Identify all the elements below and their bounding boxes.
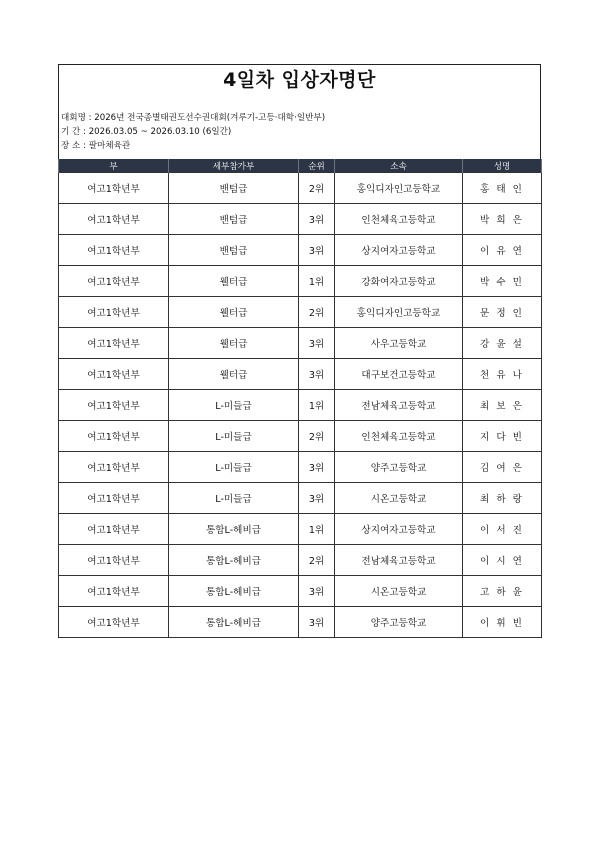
division-cell: 여고1학년부 (59, 452, 169, 483)
table-row (59, 576, 542, 607)
division-cell: 여고1학년부 (59, 514, 169, 545)
division-cell: 여고1학년부 (59, 390, 169, 421)
name-cell: 고 하 윤 (463, 576, 542, 607)
division-cell: 여고1학년부 (59, 545, 169, 576)
name-cell: 김 여 은 (463, 452, 542, 483)
name-cell: 강 윤 설 (463, 328, 542, 359)
competition-venue: 장 소 : 팔마체육관 (61, 141, 131, 151)
school-cell: 대구보건고등학교 (335, 359, 463, 390)
division-cell: 여고1학년부 (59, 173, 169, 204)
header-school: 소속 (335, 159, 463, 173)
name-cell: 박 희 은 (463, 204, 542, 235)
weight-class-cell: 밴텀급 (169, 204, 299, 235)
rank-cell: 1위 (299, 266, 335, 297)
rank-cell: 3위 (299, 359, 335, 390)
division-cell: 여고1학년부 (59, 204, 169, 235)
table-row (59, 483, 542, 514)
weight-class-cell: L-미들급 (169, 390, 299, 421)
rank-cell: 3위 (299, 204, 335, 235)
school-cell: 양주고등학교 (335, 607, 463, 638)
header-weight-class: 세부참가부 (169, 159, 299, 173)
competition-name: 대회명 : 2026년 전국종별태권도선수권대회(겨루기-고등·대학·일반부) (61, 113, 326, 123)
school-cell: 인천체육고등학교 (335, 204, 463, 235)
school-cell: 전남체육고등학교 (335, 545, 463, 576)
table-row (59, 173, 542, 204)
rank-cell: 3위 (299, 235, 335, 266)
rank-cell: 1위 (299, 390, 335, 421)
division-cell: 여고1학년부 (59, 297, 169, 328)
table-row (59, 359, 542, 390)
weight-class-cell: 밴텀급 (169, 235, 299, 266)
division-cell: 여고1학년부 (59, 328, 169, 359)
name-cell: 이 서 진 (463, 514, 542, 545)
weight-class-cell: 통합L-헤비급 (169, 545, 299, 576)
division-cell: 여고1학년부 (59, 359, 169, 390)
table-row (59, 390, 542, 421)
name-cell: 천 유 나 (463, 359, 542, 390)
header-rank: 순위 (299, 159, 335, 173)
rank-cell: 3위 (299, 328, 335, 359)
header-name: 성명 (463, 159, 542, 173)
name-cell: 이 휘 빈 (463, 607, 542, 638)
school-cell: 상지여자고등학교 (335, 514, 463, 545)
name-cell: 이 유 연 (463, 235, 542, 266)
rank-cell: 3위 (299, 483, 335, 514)
results-body (59, 173, 542, 638)
weight-class-cell: 통합L-헤비급 (169, 514, 299, 545)
name-cell: 이 시 연 (463, 545, 542, 576)
table-row (59, 328, 542, 359)
table-row (59, 607, 542, 638)
header-division: 부 (59, 159, 169, 173)
table-header-row (59, 159, 542, 173)
name-cell: 박 수 민 (463, 266, 542, 297)
name-cell: 홍 태 인 (463, 173, 542, 204)
division-cell: 여고1학년부 (59, 266, 169, 297)
table-row (59, 297, 542, 328)
school-cell: 전남체육고등학교 (335, 390, 463, 421)
school-cell: 인천체육고등학교 (335, 421, 463, 452)
page-title: 4일차 입상자명단 (223, 69, 376, 91)
rank-cell: 2위 (299, 297, 335, 328)
rank-cell: 1위 (299, 514, 335, 545)
table-row (59, 421, 542, 452)
school-cell: 홍익디자인고등학교 (335, 297, 463, 328)
weight-class-cell: L-미들급 (169, 483, 299, 514)
school-cell: 시온고등학교 (335, 576, 463, 607)
weight-class-cell: 웰터급 (169, 359, 299, 390)
weight-class-cell: L-미들급 (169, 452, 299, 483)
weight-class-cell: L-미들급 (169, 421, 299, 452)
name-cell: 최 보 은 (463, 390, 542, 421)
table-row (59, 204, 542, 235)
school-cell: 사우고등학교 (335, 328, 463, 359)
weight-class-cell: 밴텀급 (169, 173, 299, 204)
weight-class-cell: 웰터급 (169, 328, 299, 359)
name-cell: 최 하 랑 (463, 483, 542, 514)
rank-cell: 3위 (299, 576, 335, 607)
school-cell: 강화여자고등학교 (335, 266, 463, 297)
table-row (59, 514, 542, 545)
weight-class-cell: 웰터급 (169, 266, 299, 297)
division-cell: 여고1학년부 (59, 235, 169, 266)
weight-class-cell: 웰터급 (169, 297, 299, 328)
name-cell: 문 정 인 (463, 297, 542, 328)
table-row (59, 545, 542, 576)
rank-cell: 2위 (299, 421, 335, 452)
table-row (59, 452, 542, 483)
school-cell: 양주고등학교 (335, 452, 463, 483)
rank-cell: 3위 (299, 452, 335, 483)
weight-class-cell: 통합L-헤비급 (169, 576, 299, 607)
school-cell: 시온고등학교 (335, 483, 463, 514)
weight-class-cell: 통합L-헤비급 (169, 607, 299, 638)
rank-cell: 3위 (299, 607, 335, 638)
results-sheet (58, 64, 541, 638)
competition-period: 기 간 : 2026.03.05 ~ 2026.03.10 (6일간) (61, 127, 232, 137)
division-cell: 여고1학년부 (59, 421, 169, 452)
school-cell: 상지여자고등학교 (335, 235, 463, 266)
division-cell: 여고1학년부 (59, 483, 169, 514)
division-cell: 여고1학년부 (59, 576, 169, 607)
name-cell: 지 다 빈 (463, 421, 542, 452)
school-cell: 홍익디자인고등학교 (335, 173, 463, 204)
competition-info (58, 95, 541, 159)
rank-cell: 2위 (299, 173, 335, 204)
division-cell: 여고1학년부 (59, 607, 169, 638)
table-row (59, 235, 542, 266)
rank-cell: 2위 (299, 545, 335, 576)
results-table (58, 159, 542, 638)
title-box (58, 64, 541, 95)
table-row (59, 266, 542, 297)
